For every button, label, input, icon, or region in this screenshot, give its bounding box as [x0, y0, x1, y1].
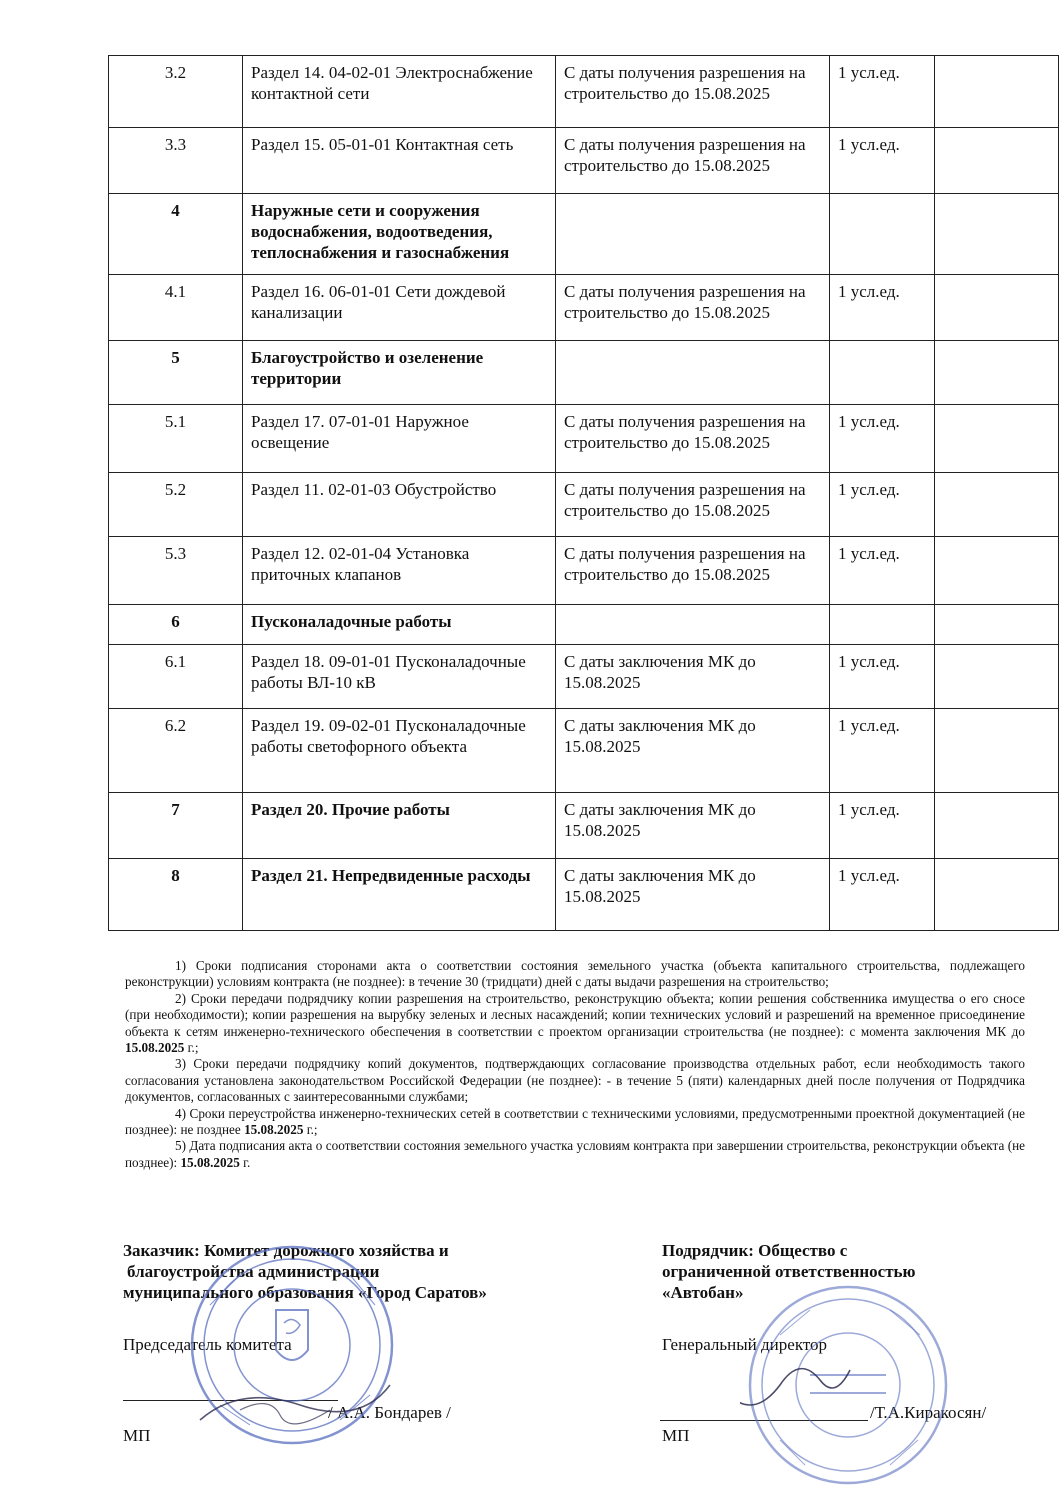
contractor-mp: МП: [662, 1426, 690, 1445]
table-row: [109, 405, 1059, 473]
row-name: Раздел 12. 02-01-04 Установка приточных клапанов: [243, 537, 556, 605]
row-volume: 1 усл.ед.: [830, 275, 935, 341]
row-number: 6.2: [109, 709, 243, 793]
row-name: Благоустройство и озеленение территории: [243, 341, 556, 405]
row-name: Раздел 20. Прочие работы: [243, 793, 556, 859]
customer-title-2: благоустройства администрации: [127, 1262, 380, 1281]
row-name: Наружные сети и сооружения водоснабжения, водоотведения, теплоснабжения и газоснабжения: [243, 194, 556, 275]
footnote-tail: г.;: [184, 1040, 199, 1056]
row-period: [556, 605, 830, 645]
row-extra: [935, 537, 1059, 605]
footnote-text: 2) Сроки передачи подрядчику копии разрешения на строительство, реконструкцию объекта; копии решения собственника имущества о его сносе (при необходимости); копии разрешения на вырубку зеленых и лесных насаждений; копии технических условий и разрешений на временное присоединение объекта к сетям инженерно-технического обеспечения в соответствии с проектом организации строительства (не позднее): с момента заключения МК до: [125, 990, 1025, 1039]
table-row: [109, 537, 1059, 605]
footnotes: [125, 958, 1025, 1171]
row-extra: [935, 128, 1059, 194]
row-number: 6.1: [109, 645, 243, 709]
row-number: 8: [109, 859, 243, 931]
row-period: С даты заключения МК до 15.08.2025: [556, 859, 830, 931]
row-volume: 1 усл.ед.: [830, 537, 935, 605]
footnote: [125, 991, 1025, 1057]
contractor-signer: /Т.А.Киракосян/: [870, 1403, 987, 1422]
footnote-tail: г.: [239, 1154, 251, 1170]
customer-title-3: муниципального образования «Город Саратов»: [123, 1283, 487, 1302]
footnote-text: 1) Сроки подписания сторонами акта о соответствии состояния земельного участка (объекта капитального строительства, подлежащего реконструкции) условиям контракта (не позднее): в течение 30 (тридцати) дней с даты выдачи разрешения на строительство;: [125, 958, 1025, 990]
row-volume: 1 усл.ед.: [830, 859, 935, 931]
row-period: [556, 341, 830, 405]
row-period: С даты получения разрешения на строительство до 15.08.2025: [556, 537, 830, 605]
footnote-text: 4) Сроки переустройства инженерно-технических сетей в соответствии с техническими условиями, предусмотренными проектной документацией (не позднее): не позднее: [125, 1105, 1025, 1138]
footnote-date: 15.08.2025: [125, 1040, 185, 1056]
row-period: С даты заключения МК до 15.08.2025: [556, 793, 830, 859]
contractor-title-1: Подрядчик: Общество с: [662, 1241, 848, 1260]
table-row: [109, 645, 1059, 709]
footnote-date: 15.08.2025: [244, 1122, 304, 1138]
row-volume: 1 усл.ед.: [830, 645, 935, 709]
row-extra: [935, 56, 1059, 128]
footnote: [125, 1056, 1025, 1105]
table-row: [109, 709, 1059, 793]
row-number: 4: [109, 194, 243, 275]
row-extra: [935, 793, 1059, 859]
row-name: Раздел 15. 05-01-01 Контактная сеть: [243, 128, 556, 194]
table-row: [109, 793, 1059, 859]
row-number: 7: [109, 793, 243, 859]
row-volume: [830, 194, 935, 275]
row-period: С даты заключения МК до 15.08.2025: [556, 709, 830, 793]
table-row: [109, 275, 1059, 341]
row-number: 6: [109, 605, 243, 645]
row-number: 4.1: [109, 275, 243, 341]
row-extra: [935, 275, 1059, 341]
row-name: Раздел 18. 09-01-01 Пусконаладочные работы ВЛ-10 кВ: [243, 645, 556, 709]
table-row: [109, 56, 1059, 128]
table-row: [109, 194, 1059, 275]
table-row: [109, 128, 1059, 194]
customer-stamp-icon: [180, 1235, 410, 1455]
table-row: [109, 605, 1059, 645]
row-name: Раздел 21. Непредвиденные расходы: [243, 859, 556, 931]
row-name: Раздел 19. 09-02-01 Пусконаладочные работы светофорного объекта: [243, 709, 556, 793]
table-row: [109, 859, 1059, 931]
customer-signer: / А.А. Бондарев /: [328, 1403, 451, 1422]
row-period: С даты получения разрешения на строительство до 15.08.2025: [556, 473, 830, 537]
customer-mp: МП: [123, 1426, 151, 1445]
row-extra: [935, 473, 1059, 537]
table-row: [109, 341, 1059, 405]
footnote-date: 15.08.2025: [180, 1154, 240, 1170]
row-extra: [935, 859, 1059, 931]
row-period: С даты получения разрешения на строительство до 15.08.2025: [556, 128, 830, 194]
row-extra: [935, 194, 1059, 275]
row-period: С даты получения разрешения на строительство до 15.08.2025: [556, 56, 830, 128]
row-period: [556, 194, 830, 275]
footnote-text: 3) Сроки передачи подрядчику копий документов, подтверждающих согласование производства отдельных работ, если необходимость такого согласования установлена законодательством Российской Федерации (не позднее): - в течение 5 (пяти) календарных дней после получения от Подрядчика документов, согласованных с заинтересованными службами;: [125, 1056, 1025, 1105]
row-period: С даты получения разрешения на строительство до 15.08.2025: [556, 405, 830, 473]
row-extra: [935, 709, 1059, 793]
row-volume: 1 усл.ед.: [830, 793, 935, 859]
row-number: 3.2: [109, 56, 243, 128]
row-number: 5.2: [109, 473, 243, 537]
row-extra: [935, 341, 1059, 405]
row-volume: 1 усл.ед.: [830, 405, 935, 473]
row-period: С даты заключения МК до 15.08.2025: [556, 645, 830, 709]
row-name: Пусконаладочные работы: [243, 605, 556, 645]
row-volume: [830, 605, 935, 645]
customer-position: Председатель комитета: [123, 1335, 292, 1354]
contractor-position: Генеральный директор: [662, 1335, 828, 1354]
footnote: [125, 1138, 1025, 1171]
row-extra: [935, 645, 1059, 709]
row-number: 3.3: [109, 128, 243, 194]
row-name: Раздел 16. 06-01-01 Сети дождевой канализации: [243, 275, 556, 341]
row-volume: 1 усл.ед.: [830, 709, 935, 793]
row-volume: 1 усл.ед.: [830, 128, 935, 194]
footnote-tail: г.;: [303, 1122, 318, 1138]
schedule-table: [108, 55, 1059, 931]
row-extra: [935, 405, 1059, 473]
footnote: [125, 958, 1025, 991]
row-volume: 1 усл.ед.: [830, 56, 935, 128]
footnote: [125, 1106, 1025, 1139]
row-extra: [935, 605, 1059, 645]
row-name: Раздел 17. 07-01-01 Наружное освещение: [243, 405, 556, 473]
contractor-stamp-icon: [740, 1275, 955, 1495]
row-name: Раздел 14. 04-02-01 Электроснабжение контактной сети: [243, 56, 556, 128]
row-volume: [830, 341, 935, 405]
row-period: С даты получения разрешения на строительство до 15.08.2025: [556, 275, 830, 341]
contractor-title-3: «Автобан»: [662, 1283, 744, 1302]
row-number: 5.3: [109, 537, 243, 605]
contractor-title-2: ограниченной ответственностью: [662, 1262, 916, 1281]
table-row: [109, 473, 1059, 537]
row-number: 5: [109, 341, 243, 405]
row-name: Раздел 11. 02-01-03 Обустройство: [243, 473, 556, 537]
row-number: 5.1: [109, 405, 243, 473]
customer-title-1: Заказчик: Комитет дорожного хозяйства и: [123, 1241, 449, 1260]
row-volume: 1 усл.ед.: [830, 473, 935, 537]
footnote-text: 5) Дата подписания акта о соответствии состояния земельного участка условиям контракта при завершении строительства, реконструкции объекта (не позднее):: [125, 1138, 1025, 1170]
